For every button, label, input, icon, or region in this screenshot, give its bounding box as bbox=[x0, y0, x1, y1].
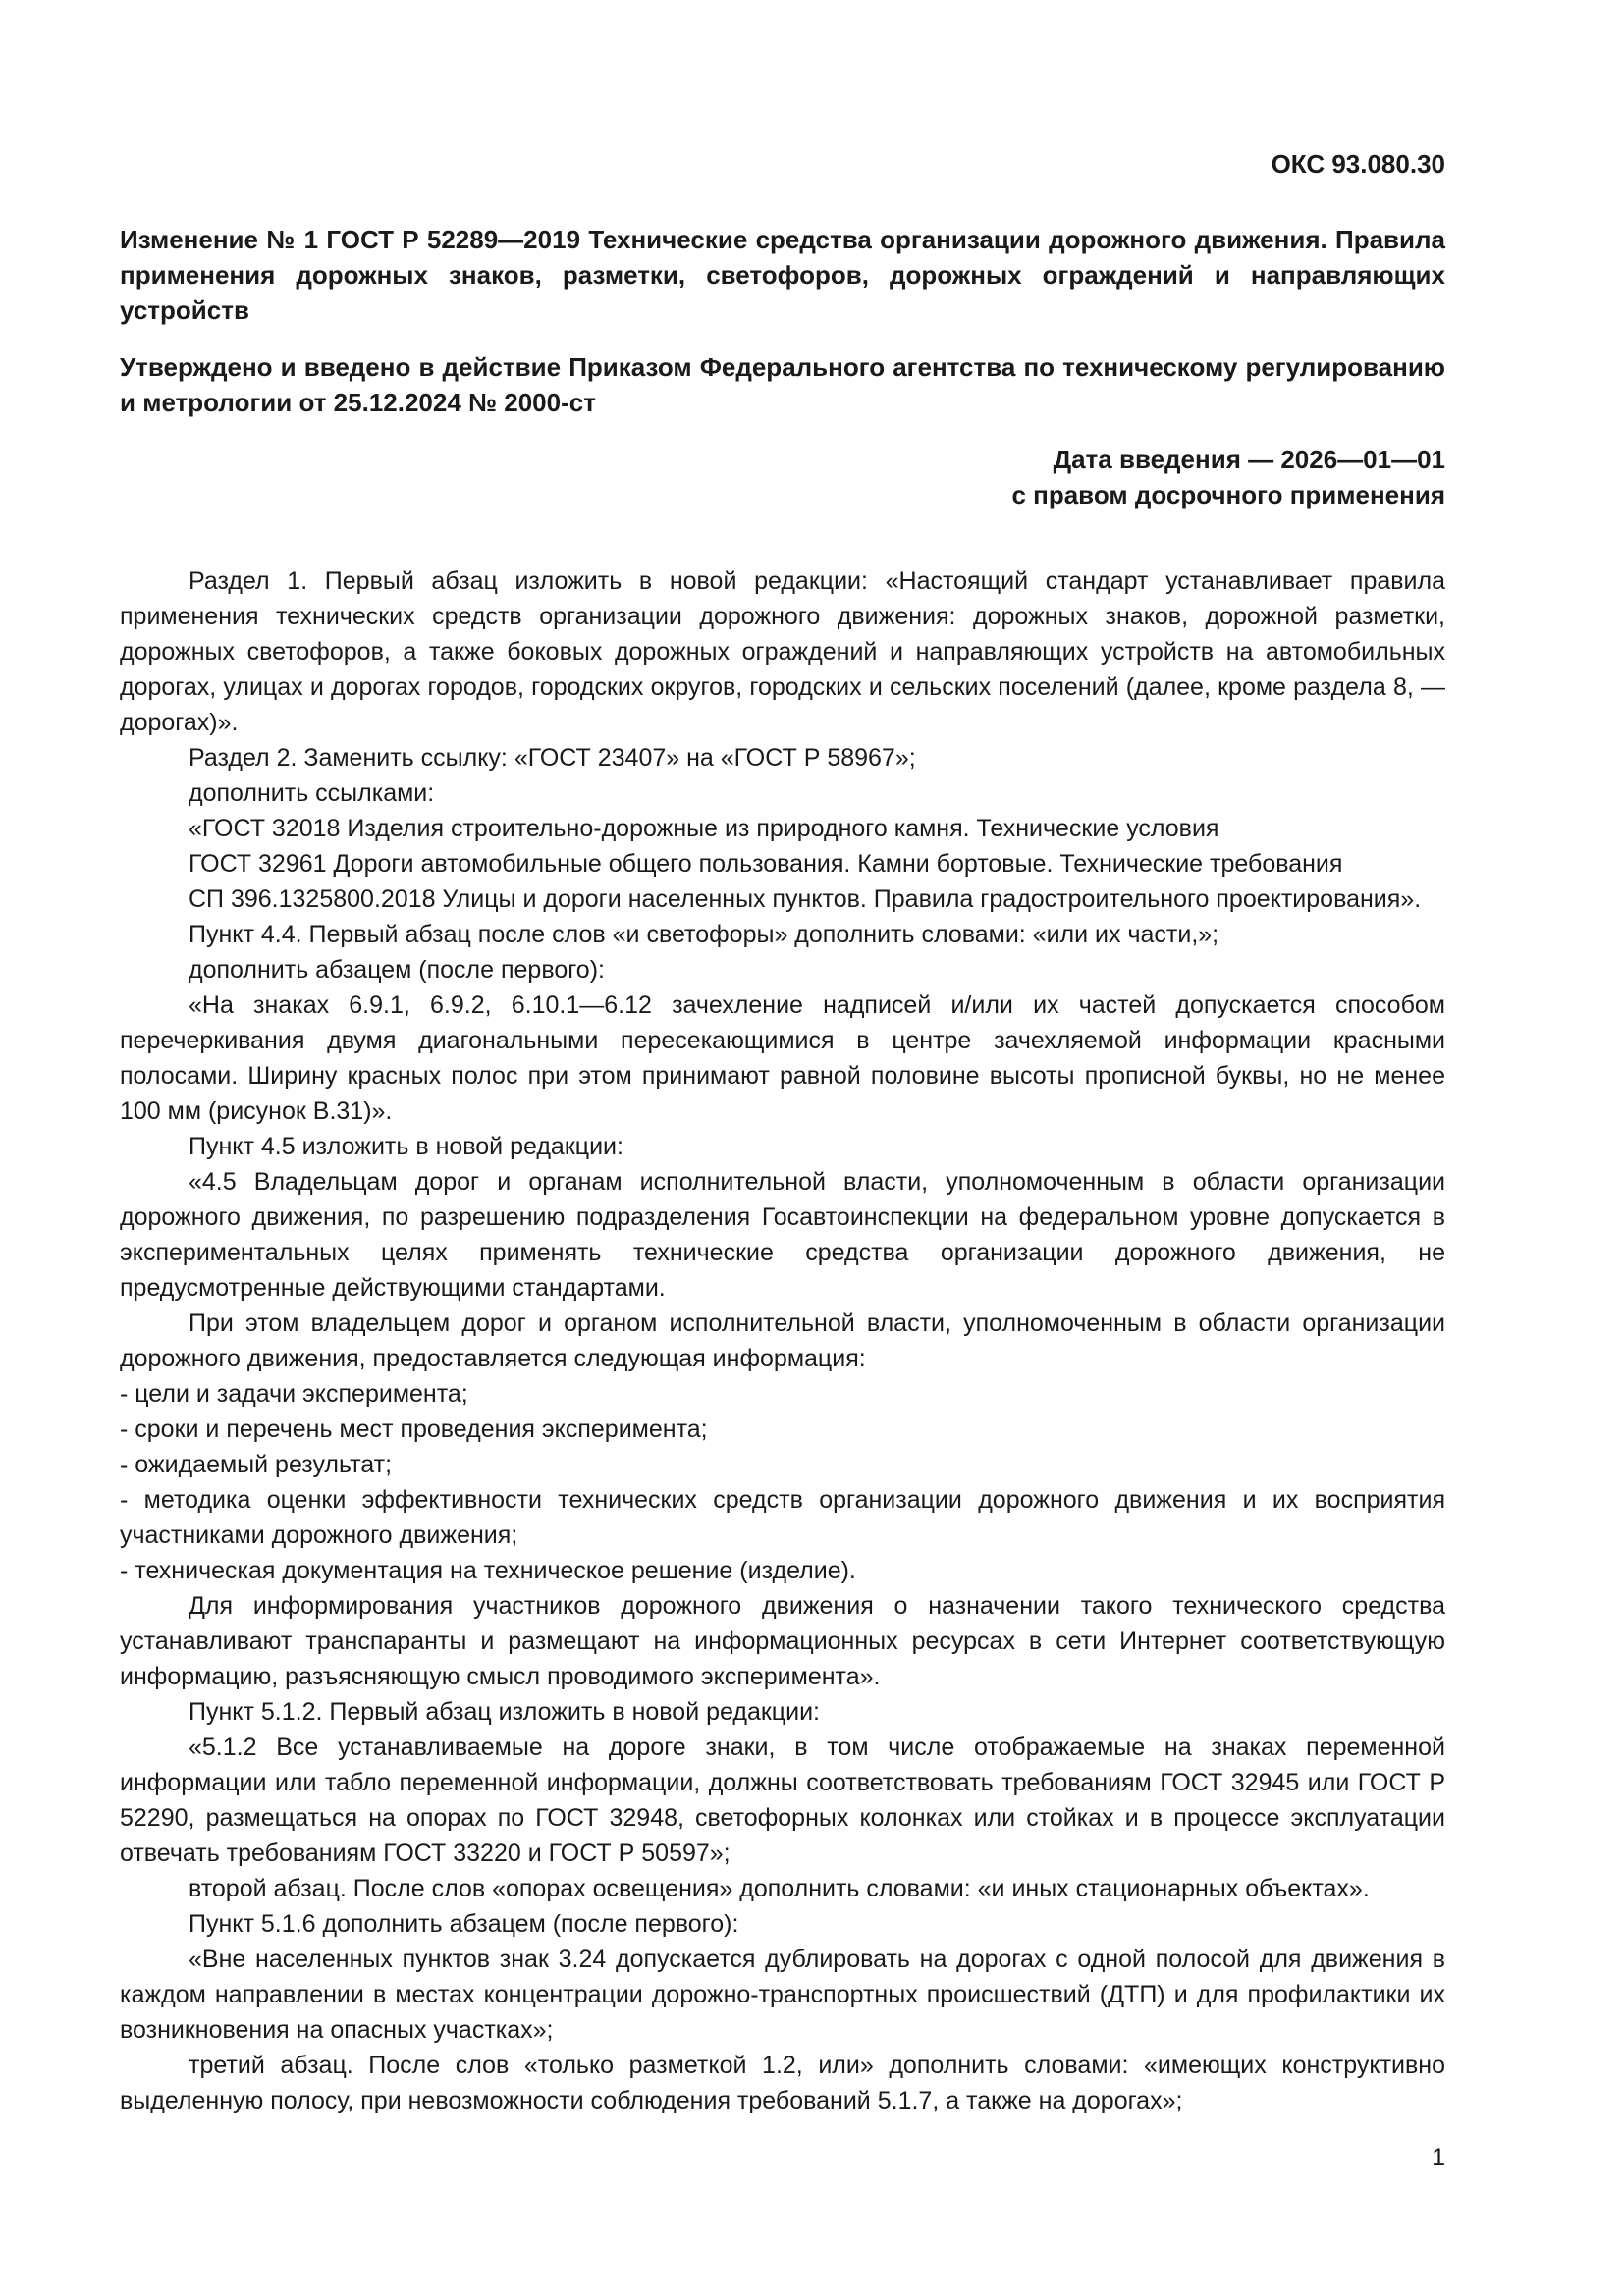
paragraph: «4.5 Владельцам дорог и органам исполнительной власти, уполномоченным в области организации дорожного движения, по разрешению подразделения Госавтоинспекции на федеральном уровне допускается в экспериментальных целях применять технические средства организации дорожного движения, не предусмотренные действующими стандартами. bbox=[120, 1168, 1445, 1302]
paragraph: Раздел 2. Заменить ссылку: «ГОСТ 23407» на «ГОСТ Р 58967»; bbox=[189, 744, 916, 772]
paragraph: ГОСТ 32961 Дороги автомобильные общего пользования. Камни бортовые. Технические требования bbox=[189, 850, 1343, 878]
page-number: 1 bbox=[1432, 2144, 1445, 2171]
effective-date-block bbox=[120, 442, 1445, 512]
document-page bbox=[120, 147, 1445, 2118]
early-application-note: с правом досрочного применения bbox=[1011, 480, 1445, 509]
paragraph: При этом владельцем дорог и органом исполнительной власти, уполномоченным в области организации дорожного движения, предоставляется следующая информация: bbox=[120, 1309, 1445, 1372]
paragraph: Для информирования участников дорожного движения о назначении такого технического средства устанавливают транспаранты и размещают на информационных ресурсах в сети Интернет соответствующую информацию, разъясняющую смысл проводимого эксперимента». bbox=[120, 1592, 1445, 1690]
paragraph: Пункт 5.1.2. Первый абзац изложить в новой редакции: bbox=[189, 1698, 821, 1726]
paragraph: второй абзац. После слов «опорах освещения» дополнить словами: «и иных стационарных объектах». bbox=[189, 1875, 1370, 1902]
classification-code: ОКС 93.080.30 bbox=[1271, 149, 1445, 179]
paragraph: Пункт 5.1.6 дополнить абзацем (после первого): bbox=[189, 1910, 739, 1938]
list-item: - методика оценки эффективности технических средств организации дорожного движения и их восприятия участниками дорожного движения; bbox=[120, 1486, 1445, 1549]
paragraph: «Вне населенных пунктов знак 3.24 допускается дублировать на дорогах с одной полосой для движения в каждом направлении в местах концентрации дорожно-транспортных происшествий (ДТП) и для профилактики их возникновения на опасных участках»; bbox=[120, 1946, 1445, 2044]
paragraph: «ГОСТ 32018 Изделия строительно-дорожные из природного камня. Технические условия bbox=[189, 815, 1219, 842]
paragraph: Пункт 4.5 изложить в новой редакции: bbox=[189, 1133, 623, 1160]
paragraph: «5.1.2 Все устанавливаемые на дороге знаки, в том числе отображаемые на знаках переменной информации или табло переменной информации, должны соответствовать требованиям ГОСТ 32945 или ГОСТ Р 52290, размещаться на опорах по ГОСТ 32948, светофорных колонках или стойках и в процессе эксплуатации отвечать требованиям ГОСТ 33220 и ГОСТ Р 50597»; bbox=[120, 1734, 1445, 1867]
paragraph: Раздел 1. Первый абзац изложить в новой редакции: «Настоящий стандарт устанавливает правила применения технических средств организации дорожного движения: дорожных знаков, дорожной разметки, дорожных светофоров, а также боковых дорожных ограждений и направляющих устройств на автомобильных дорогах, улицах и дорогах городов, городских округов, городских и сельских поселений (далее, кроме раздела 8, — дорогах)». bbox=[120, 567, 1445, 736]
list-item: - цели и задачи эксперимента; bbox=[120, 1380, 468, 1408]
paragraph: СП 396.1325800.2018 Улицы и дороги населенных пунктов. Правила градостроительного проектирования». bbox=[189, 885, 1422, 913]
list-item: - техническая документация на техническое решение (изделие). bbox=[120, 1557, 856, 1584]
paragraph: третий абзац. После слов «только разметкой 1.2, или» дополнить словами: «имеющих конструктивно выделенную полосу, при невозможности соблюдения требований 5.1.7, а также на дорогах»; bbox=[120, 2052, 1445, 2114]
list-item: - сроки и перечень мест проведения эксперимента; bbox=[120, 1415, 708, 1443]
document-title: Изменение № 1 ГОСТ Р 52289—2019 Технические средства организации дорожного движения. Правила применения дорожных знаков, разметки, светофоров, дорожных ограждений и направляющих устройств bbox=[120, 225, 1445, 325]
list-item: - ожидаемый результат; bbox=[120, 1451, 393, 1478]
document-body bbox=[120, 563, 1445, 2118]
approval-statement: Утверждено и введено в действие Приказом Федерального агентства по техническому регулированию и метрологии от 25.12.2024 № 2000-ст bbox=[120, 352, 1445, 417]
paragraph: дополнить абзацем (после первого): bbox=[189, 956, 605, 984]
paragraph: Пункт 4.4. Первый абзац после слов «и светофоры» дополнить словами: «или их части,»; bbox=[189, 921, 1219, 948]
paragraph: «На знаках 6.9.1, 6.9.2, 6.10.1—6.12 зачехление надписей и/или их частей допускается способом перечеркивания двумя диагональными пересекающимися в центре зачехляемой информации красными полосами. Ширину красных полос при этом принимают равной половине высоты прописной буквы, но не менее 100 мм (рисунок В.31)». bbox=[120, 991, 1445, 1125]
effective-date: Дата введения — 2026—01—01 bbox=[1053, 445, 1445, 474]
paragraph: дополнить ссылками: bbox=[189, 779, 435, 807]
